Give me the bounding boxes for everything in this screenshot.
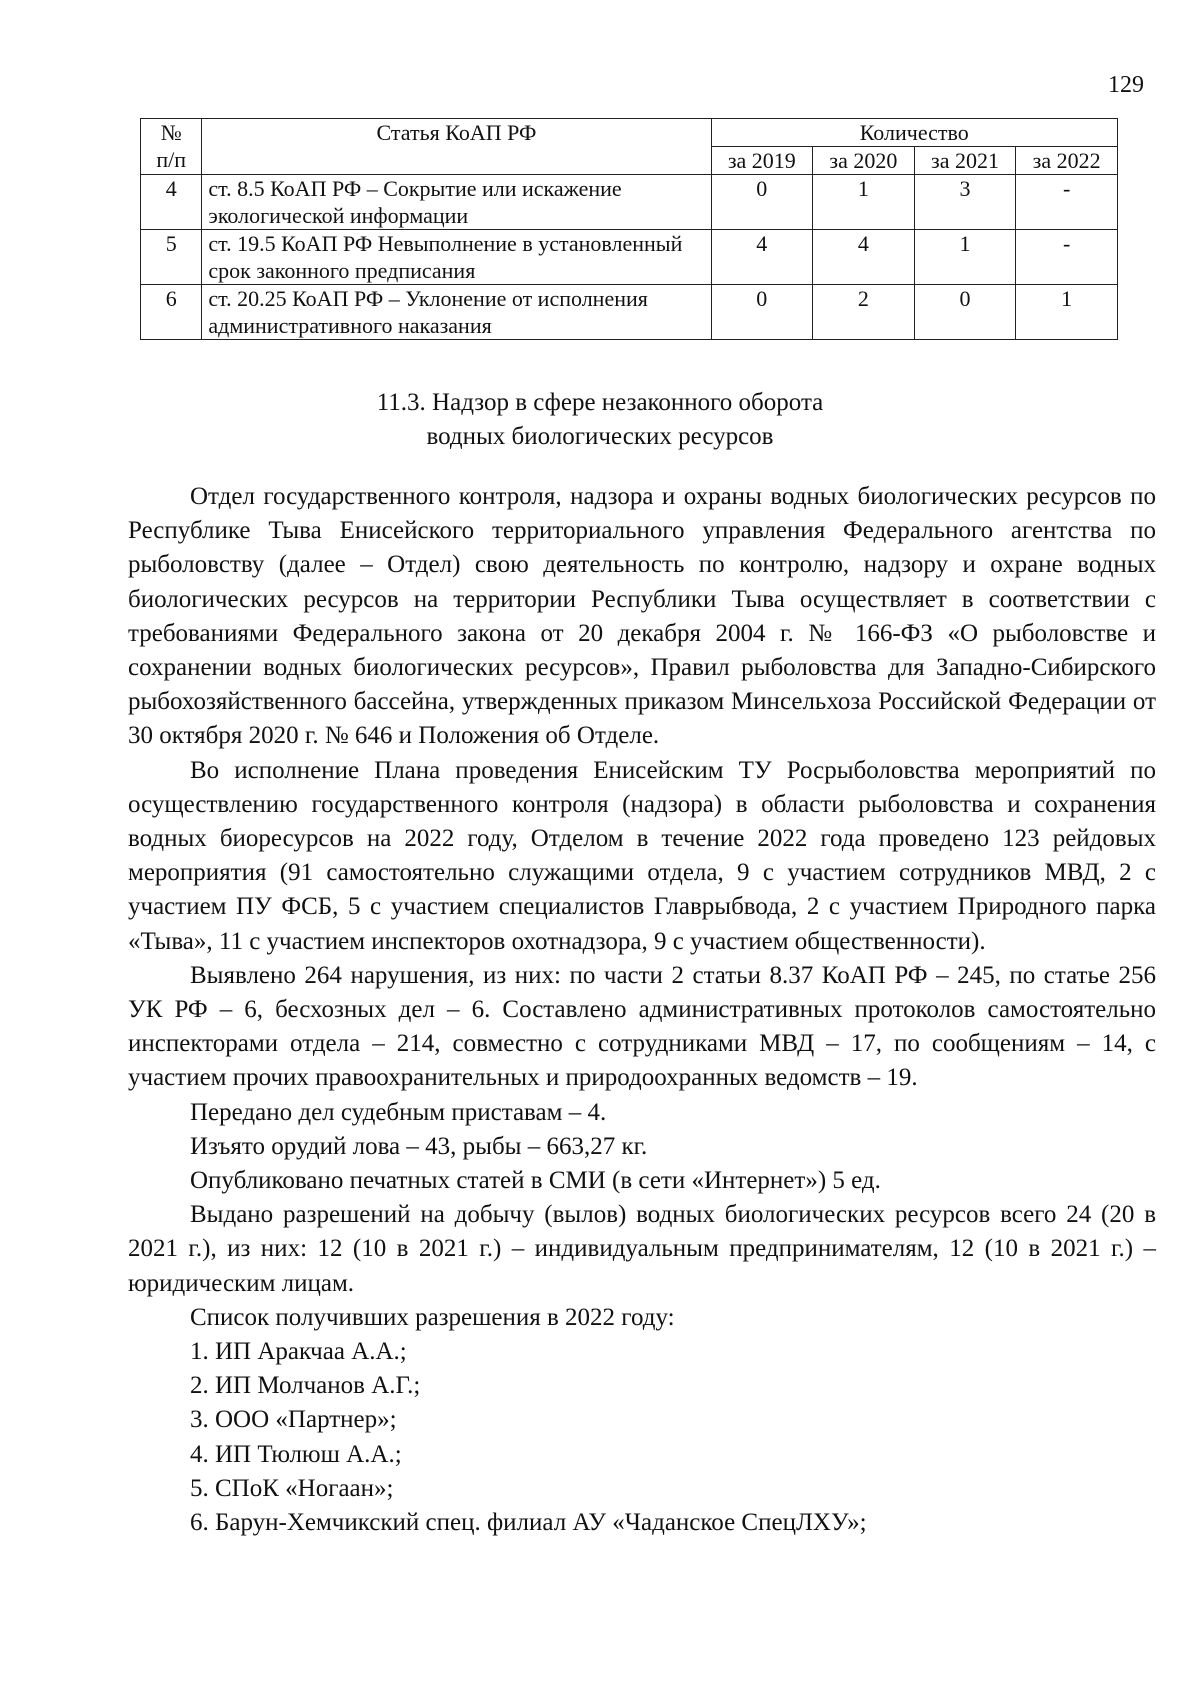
list-item: 2. ИП Молчанов А.Г.; xyxy=(190,1372,421,1400)
header-year: за 2019 xyxy=(711,147,813,175)
table-header-row xyxy=(141,119,1118,147)
list-item: 5. СПоК «Ногаан»; xyxy=(190,1474,394,1502)
table-row xyxy=(141,285,1118,340)
header-year: за 2020 xyxy=(813,147,915,175)
list-item: 4. ИП Тюлюш А.А.; xyxy=(190,1440,402,1468)
paragraph: Выдано разрешений на добычу (вылов) водных биологических ресурсов всего 24 (20 в 2021 г.), из них: 12 (10 в 2021 г.) – индивидуальным предпринимателям, 12 (10 в 2021 г.) – юридическим лицам. xyxy=(128,1201,1156,1297)
row-article: ст. 8.5 КоАП РФ – Сокрытие или искажение экологической информации xyxy=(202,175,711,230)
paragraph: Опубликовано печатных статей в СМИ (в сети «Интернет») 5 ед. xyxy=(190,1167,881,1195)
table-row xyxy=(141,230,1118,285)
row-value: 4 xyxy=(711,230,813,285)
list-item: 6. Барун-Хемчикский спец. филиал АУ «Чаданское СпецЛХУ»; xyxy=(190,1509,867,1537)
list-item: 3. ООО «Партнер»; xyxy=(190,1406,397,1434)
row-value: 1 xyxy=(914,230,1016,285)
row-number: 5 xyxy=(141,230,202,285)
paragraph: Изъято орудий лова – 43, рыбы – 663,27 кг. xyxy=(190,1132,648,1160)
page-number: 129 xyxy=(1108,72,1144,98)
row-value: 0 xyxy=(914,285,1016,340)
header-article: Статья КоАП РФ xyxy=(202,119,711,175)
paragraph: Во исполнение Плана проведения Енисейским ТУ Росрыболовства мероприятий по осуществлению государственного контроля (надзора) в области рыболовства и сохранения водных биоресурсов на 2022 году, Отделом в течение 2022 года проведено 123 рейдовых мероприятия (91 самостоятельно служащими отдела, 9 с участием сотрудников МВД, 2 с участием ПУ ФСБ, 5 с участием специалистов Главрыбвода, 2 с участием Природного парка «Тыва», 11 с участием инспекторов охотнадзора, 9 с участием общественности). xyxy=(128,756,1156,955)
row-value: - xyxy=(1016,230,1118,285)
paragraph: Выявлено 264 нарушения, из них: по части 2 статьи 8.37 КоАП РФ – 245, по статье 256 УК РФ – 6, бесхозных дел – 6. Составлено административных протоколов самостоятельно инспекторами отдела – 214, совместно с сотрудниками МВД – 17, по сообщениям – 14, с участием прочих правоохранительных и природоохранных ведомств – 19. xyxy=(128,961,1156,1092)
row-number: 6 xyxy=(141,285,202,340)
section-heading-line1: 11.3. Надзор в сфере незаконного оборота xyxy=(376,389,824,416)
header-quantity: Количество xyxy=(711,119,1118,147)
row-value: 0 xyxy=(711,175,813,230)
row-article: ст. 20.25 КоАП РФ – Уклонение от исполнения административного наказания xyxy=(202,285,711,340)
row-value: - xyxy=(1016,175,1118,230)
section-heading-line2: водных биологических ресурсов xyxy=(426,423,774,450)
section-body xyxy=(128,480,1156,1540)
table-row xyxy=(141,175,1118,230)
row-value: 1 xyxy=(1016,285,1118,340)
paragraph: Отдел государственного контроля, надзора и охраны водных биологических ресурсов по Республике Тыва Енисейского территориального управления Федерального агентства по рыболовству (далее – Отдел) свою деятельность по контролю, надзору и охране водных биологических ресурсов на территории Республики Тыва осуществляет в соответствии с требованиями Федерального закона от 20 декабря 2004 г. № 166-ФЗ «О рыболовстве и сохранении водных биологических ресурсов», Правил рыболовства для Западно-Сибирского рыбохозяйственного бассейна, утвержденных приказом Минсельхоза Российской Федерации от 30 октября 2020 г. № 646 и Положения об Отделе. xyxy=(128,483,1156,750)
row-value: 1 xyxy=(813,175,915,230)
header-number: № п/п xyxy=(141,119,202,175)
paragraph: Передано дел судебным приставам – 4. xyxy=(190,1098,607,1126)
list-item: 1. ИП Аракчаа А.А.; xyxy=(190,1338,407,1366)
row-value: 4 xyxy=(813,230,915,285)
row-value: 0 xyxy=(711,285,813,340)
row-value: 2 xyxy=(813,285,915,340)
row-article: ст. 19.5 КоАП РФ Невыполнение в установленный срок законного предписания xyxy=(202,230,711,285)
header-year: за 2021 xyxy=(914,147,1016,175)
row-value: 3 xyxy=(914,175,1016,230)
violations-table xyxy=(140,118,1118,340)
row-number: 4 xyxy=(141,175,202,230)
header-year: за 2022 xyxy=(1016,147,1118,175)
permit-list xyxy=(128,1335,1156,1540)
paragraph: Список получивших разрешения в 2022 году: xyxy=(190,1303,675,1331)
section-heading xyxy=(0,386,1200,454)
